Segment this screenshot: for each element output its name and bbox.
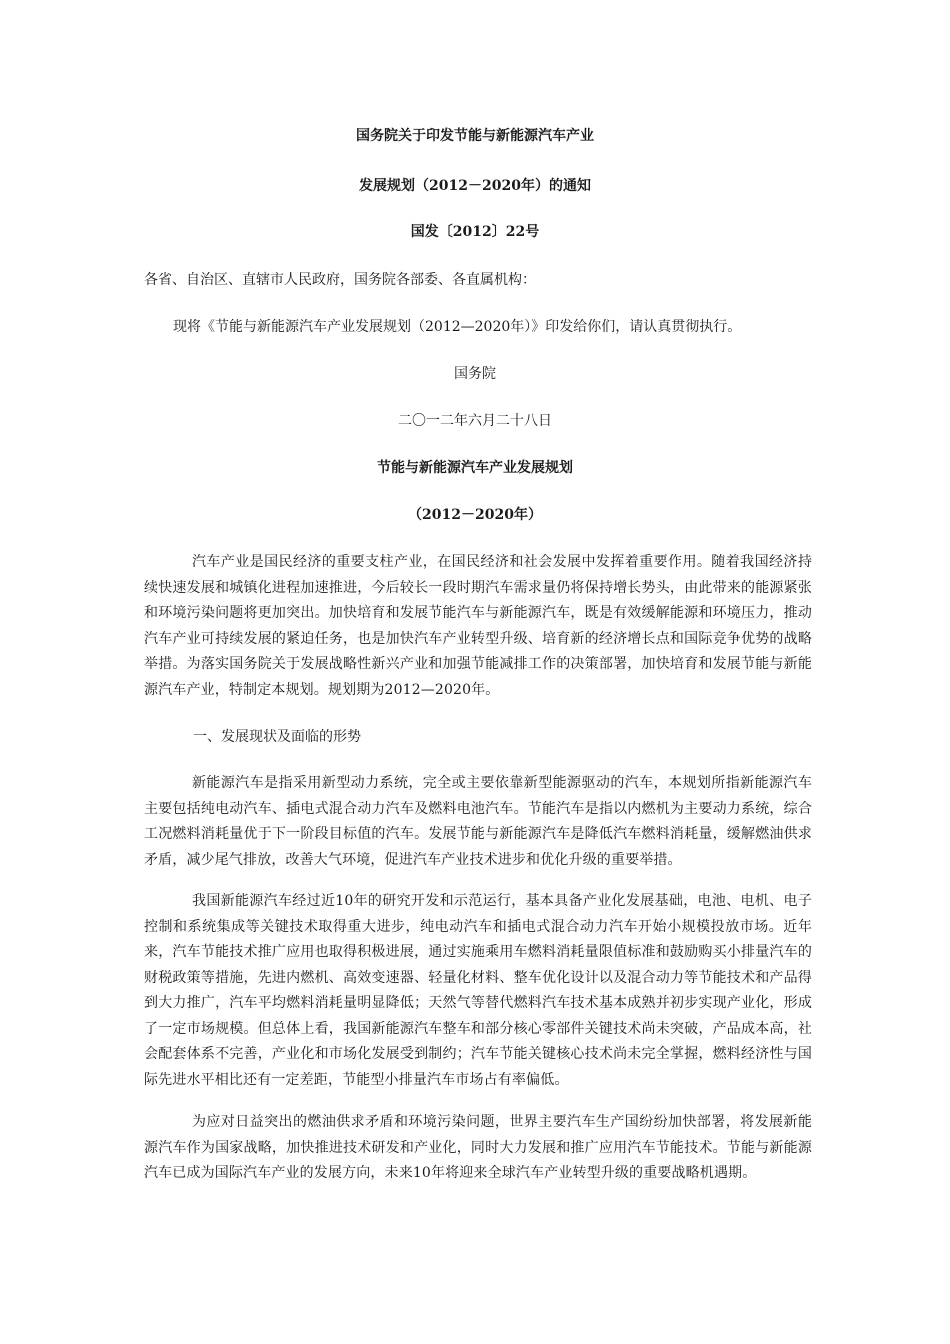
plan-title: 节能与新能源汽车产业发展规划 bbox=[377, 460, 573, 476]
plan-period: （2012－2020年） bbox=[408, 507, 542, 523]
intro-paragraph: 汽车产业是国民经济的重要支柱产业，在国民经济和社会发展中发挥着重要作用。随着我国经济持续快速发展和城镇化进程加速推进，今后较长一段时期汽车需求量仍将保持增长势头，由此带来的能源紧张和环境污染问题将更加突出。加快培育和发展节能汽车与新能源汽车，既是有效缓解能源和环境压力，推动汽车产业可持续发展的紧迫任务，也是加快汽车产业转型升级、培育新的经济增长点和国际竞争优势的战略举措。为落实国务院关于发展战略性新兴产业和加强节能减排工作的决策部署，加快培育和发展节能与新能源汽车产业，特制定本规划。规划期为2012—2020年。 bbox=[144, 554, 812, 698]
section-heading: 一、发展现状及面临的形势 bbox=[193, 729, 361, 745]
notice-title-line-2: 发展规划（2012－2020年）的通知 bbox=[359, 178, 591, 194]
addressees: 各省、自治区、直辖市人民政府，国务院各部委、各直属机构： bbox=[144, 272, 536, 288]
document-number: 国发〔2012〕22号 bbox=[410, 224, 540, 240]
issuer: 国务院 bbox=[454, 366, 496, 382]
notice-title-line-1: 国务院关于印发节能与新能源汽车产业 bbox=[356, 128, 594, 144]
notice-body: 现将《节能与新能源汽车产业发展规划（2012—2020年）》印发给你们，请认真贯彻执行。 bbox=[173, 319, 742, 335]
section-paragraph-1: 新能源汽车是指采用新型动力系统，完全或主要依靠新型能源驱动的汽车，本规划所指新能源汽车主要包括纯电动汽车、插电式混合动力汽车及燃料电池汽车。节能汽车是指以内燃机为主要动力系统，综合工况燃料消耗量优于下一阶段目标值的汽车。发展节能与新能源汽车是降低汽车燃料消耗量，缓解燃油供求矛盾，减少尾气排放，改善大气环境，促进汽车产业技术进步和优化升级的重要举措。 bbox=[144, 775, 812, 868]
section-paragraph-3: 为应对日益突出的燃油供求矛盾和环境污染问题，世界主要汽车生产国纷纷加快部署，将发展新能源汽车作为国家战略，加快推进技术研发和产业化，同时大力发展和推广应用汽车节能技术。节能与新能源汽车已成为国际汽车产业的发展方向，未来10年将迎来全球汽车产业转型升级的重要战略机遇期。 bbox=[144, 1114, 812, 1181]
section-paragraph-2: 我国新能源汽车经过近10年的研究开发和示范运行，基本具备产业化发展基础，电池、电机、电子控制和系统集成等关键技术取得重大进步，纯电动汽车和插电式混合动力汽车开始小规模投放市场。近年来，汽车节能技术推广应用也取得积极进展，通过实施乘用车燃料消耗量限值标准和鼓励购买小排量汽车的财税政策等措施，先进内燃机、高效变速器、轻量化材料、整车优化设计以及混合动力等节能技术和产品得到大力推广，汽车平均燃料消耗量明显降低；天然气等替代燃料汽车技术基本成熟并初步实现产业化，形成了一定市场规模。但总体上看，我国新能源汽车整车和部分核心零部件关键技术尚未突破，产品成本高，社会配套体系不完善，产业化和市场化发展受到制约；汽车节能关键核心技术尚未完全掌握，燃料经济性与国际先进水平相比还有一定差距，节能型小排量汽车市场占有率偏低。 bbox=[144, 893, 812, 1088]
issue-date: 二〇一二年六月二十八日 bbox=[398, 413, 552, 429]
